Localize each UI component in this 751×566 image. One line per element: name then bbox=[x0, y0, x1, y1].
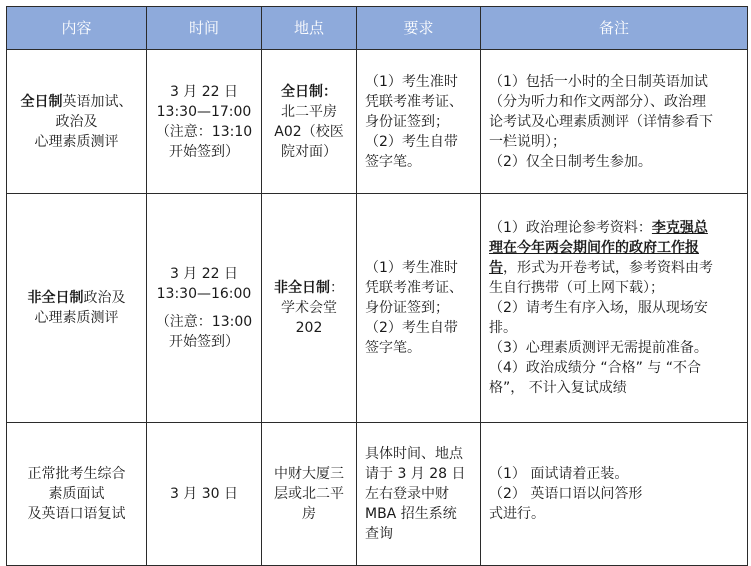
header-remarks: 备注 bbox=[481, 7, 748, 50]
cell-remarks: （1）政治理论参考资料：李克强总 理在今年两会期间作的政府工作报 告，形式为开卷考试，参考资料由考 生自行携带（可上网下载）； （2）请考生有序入场，服从现场安 排。 （3）心理素质测评无需提前准备。 （4）政治成绩分 “合格” 与 “不合 格”， 不计入复试成绩 bbox=[481, 194, 748, 423]
header-row bbox=[7, 7, 748, 50]
header-requirements: 要求 bbox=[357, 7, 481, 50]
cell-requirements: （1）考生准时 凭联考准考证、 身份证签到； （2）考生自带 签字笔。 bbox=[357, 194, 481, 423]
cell-content: 正常批考生综合 素质面试 及英语口语复试 bbox=[7, 423, 147, 566]
cell-time: 3 月 30 日 bbox=[147, 423, 262, 566]
interview-schedule-table bbox=[6, 6, 748, 566]
cell-place: 全日制： 北二平房 A02（校医 院对面） bbox=[262, 50, 357, 194]
reference-material-link: 李克强总 bbox=[651, 220, 708, 236]
table-row bbox=[7, 50, 748, 194]
cell-remarks: （1）包括一小时的全日制英语加试 （分为听力和作文两部分）、政治理 论考试及心理素质测评（详情参看下 一栏说明）； （2）仅全日制考生参加。 bbox=[481, 50, 748, 194]
reference-material-link: 告 bbox=[489, 260, 503, 276]
cell-content: 全日制英语加试、 政治及 心理素质测评 bbox=[7, 50, 147, 194]
cell-requirements: 具体时间、地点 请于 3 月 28 日 左右登录中财 MBA 招生系统 查询 bbox=[357, 423, 481, 566]
reference-material-link: 理在今年两会期间作的政府工作报 bbox=[489, 240, 699, 256]
cell-content: 非全日制政治及 心理素质测评 bbox=[7, 194, 147, 423]
table-row bbox=[7, 423, 748, 566]
cell-requirements: （1）考生准时 凭联考准考证、 身份证签到； （2）考生自带 签字笔。 bbox=[357, 50, 481, 194]
table-row bbox=[7, 194, 748, 423]
header-time: 时间 bbox=[147, 7, 262, 50]
cell-remarks: （1） 面试请着正装。 （2） 英语口语以问答形 式进行。 bbox=[481, 423, 748, 566]
cell-time: 3 月 22 日 13:30—16:00 （注意：13:00 开始签到） bbox=[147, 194, 262, 423]
cell-place: 中财大厦三 层或北二平 房 bbox=[262, 423, 357, 566]
cell-place: 非全日制： 学术会堂 202 bbox=[262, 194, 357, 423]
header-content: 内容 bbox=[7, 7, 147, 50]
header-place: 地点 bbox=[262, 7, 357, 50]
cell-time: 3 月 22 日 13:30—17:00 （注意：13:10 开始签到） bbox=[147, 50, 262, 194]
